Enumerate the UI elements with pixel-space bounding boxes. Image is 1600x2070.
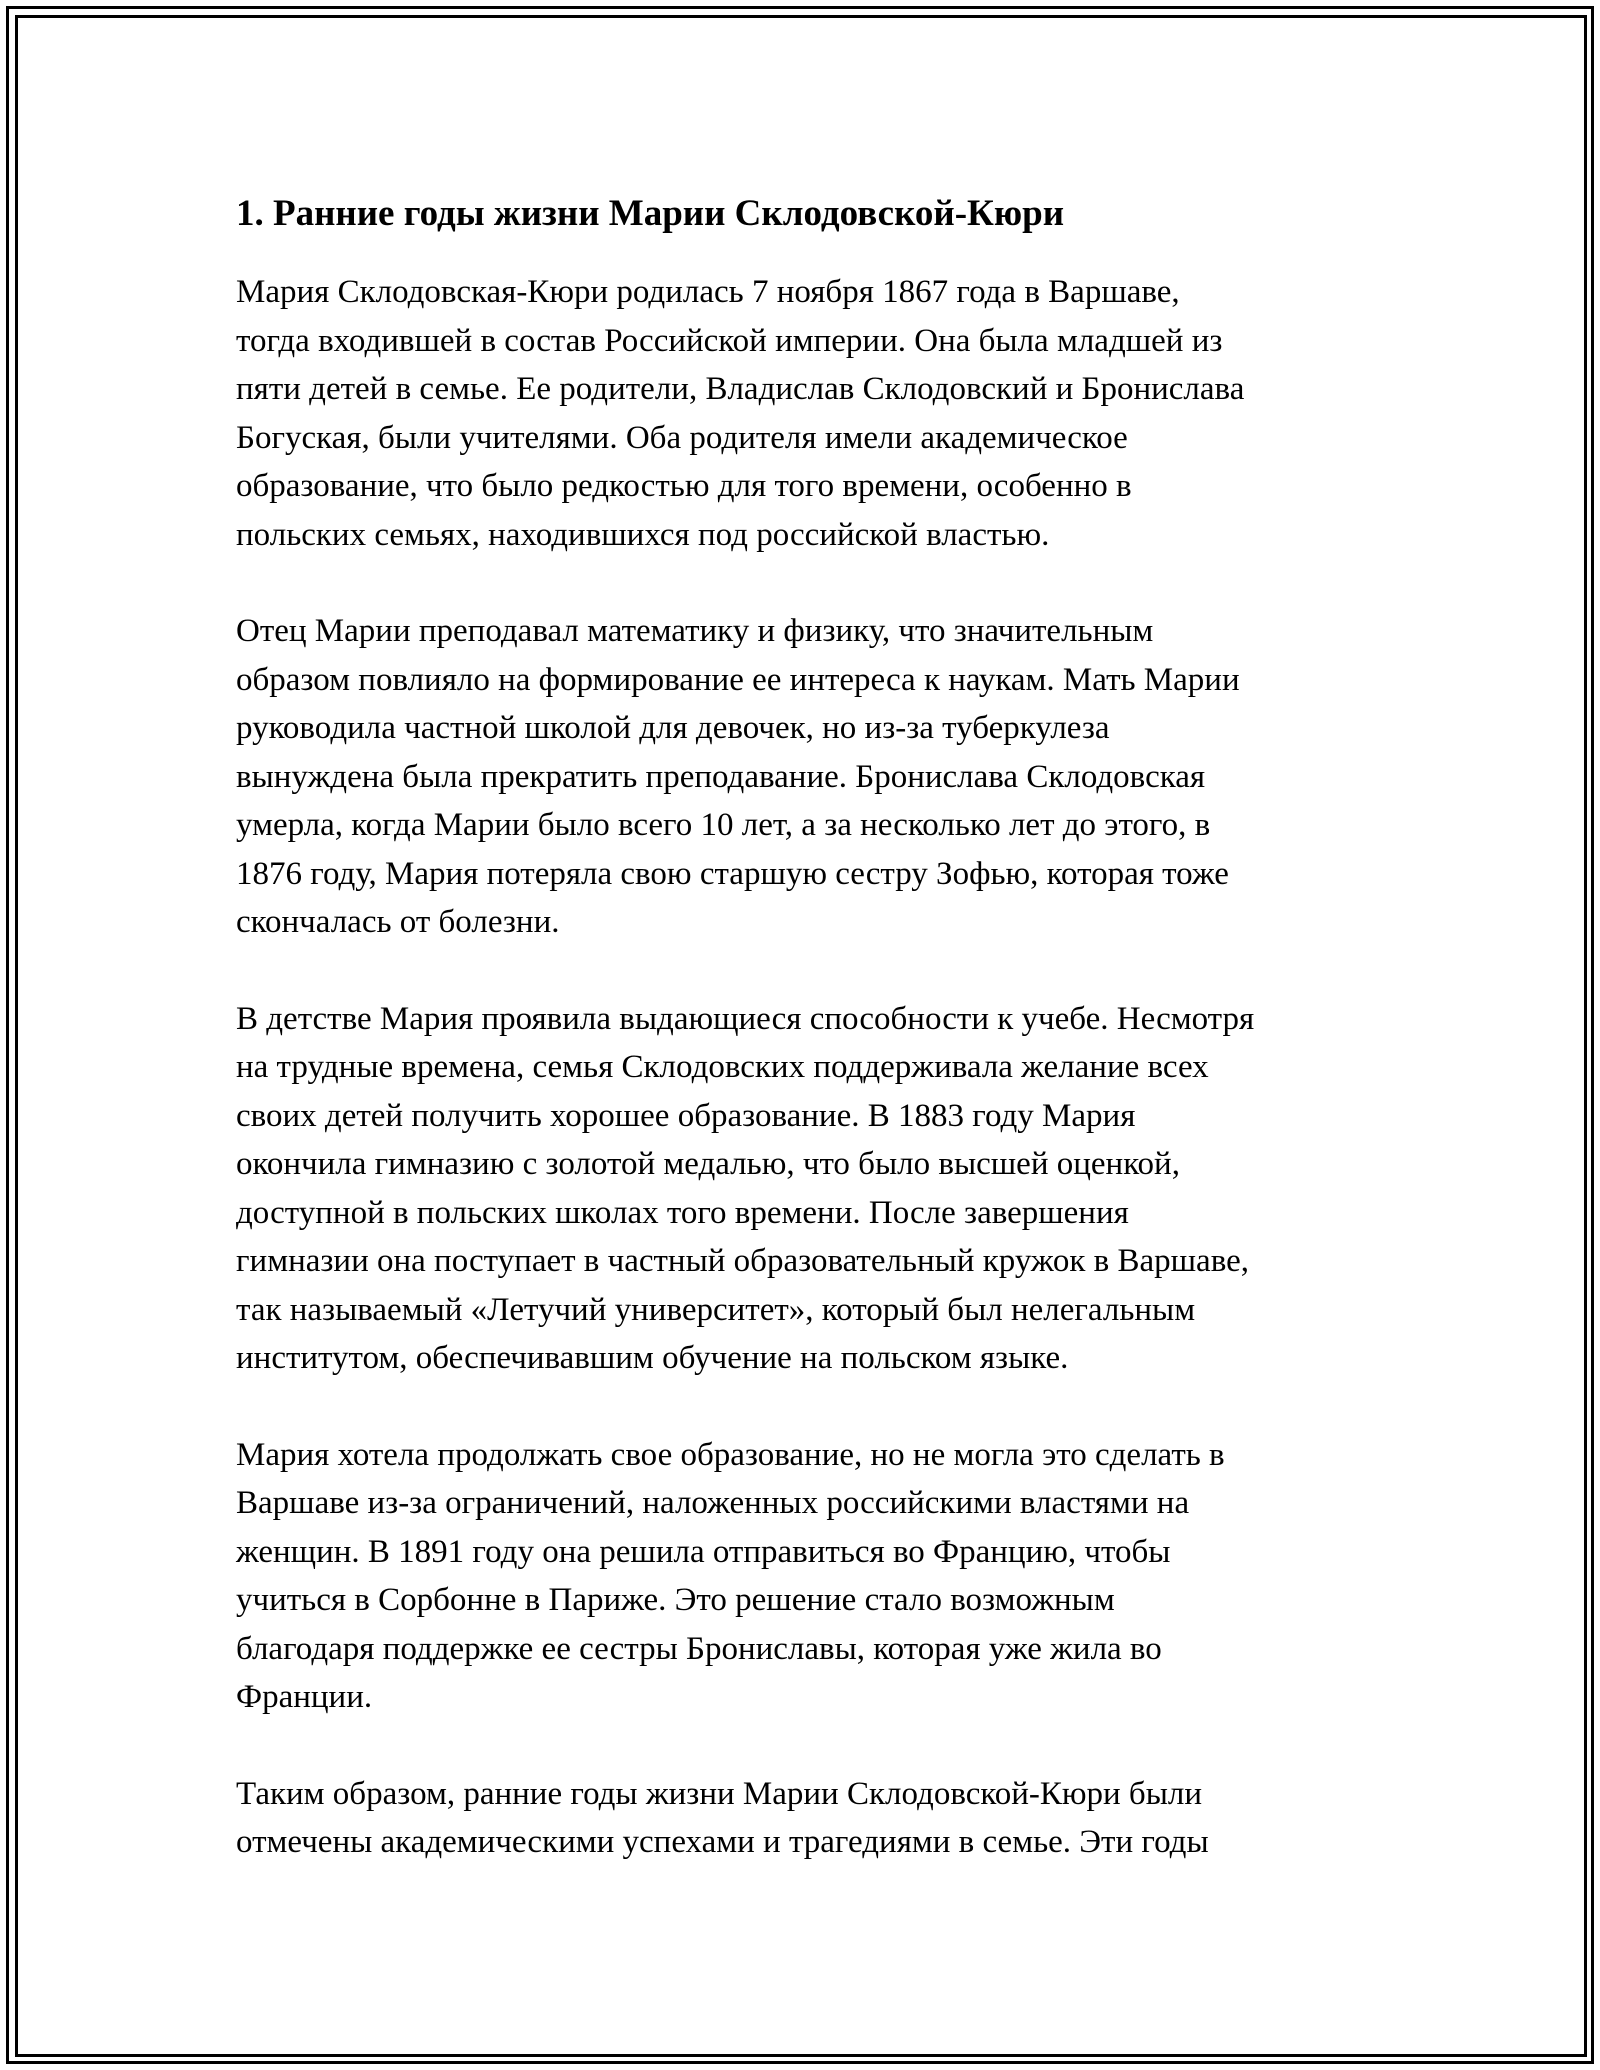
paragraph-4 <box>236 1431 1376 1722</box>
text-line: Мария хотела продолжать свое образование, но не могла это сделать в <box>236 1436 1225 1473</box>
text-line: умерла, когда Марии было всего 10 лет, а за несколько лет до этого, в <box>236 807 1211 843</box>
text-line: отмечены академическими успехами и трагедиями в семье. Эти годы <box>236 1824 1209 1860</box>
text-line: Франции. <box>236 1679 373 1715</box>
text-line: скончалась от болезни. <box>236 904 560 940</box>
text-line: Варшаве из-за ограничений, наложенных российскими властями на <box>236 1485 1190 1521</box>
text-line: пяти детей в семье. Ее родители, Владислав Склодовский и Бронислава <box>236 371 1245 407</box>
text-line: своих детей получить хорошее образование. В 1883 году Мария <box>236 1097 1136 1134</box>
text-line: окончила гимназию с золотой медалью, что было высшей оценкой, <box>236 1146 1180 1182</box>
paragraph-5 <box>236 1770 1376 1867</box>
text-line: на трудные времена, семья Склодовских поддерживала желание всех <box>236 1049 1209 1085</box>
document-body <box>236 186 1376 1915</box>
paragraph-2 <box>236 607 1376 947</box>
text-line: образование, что было редкостью для того времени, особенно в <box>236 468 1132 504</box>
paragraph-1 <box>236 268 1376 559</box>
paragraph-3 <box>236 995 1376 1383</box>
text-line: доступной в польских школах того времени. После завершения <box>236 1194 1129 1231</box>
text-line: Таким образом, ранние годы жизни Марии Склодовской-Кюри были <box>236 1775 1203 1812</box>
text-line: польских семьях, находившихся под российской властью. <box>236 516 1050 553</box>
text-line: 1876 году, Мария потеряла свою старшую сестру Зофью, которая тоже <box>236 855 1229 892</box>
text-line: женщин. В 1891 году она решила отправиться во Францию, чтобы <box>236 1533 1171 1570</box>
text-line: руководила частной школой для девочек, но из-за туберкулеза <box>236 710 1110 746</box>
text-line: В детстве Мария проявила выдающиеся способности к учебе. Несмотря <box>236 1000 1255 1037</box>
section-heading: 1. Ранние годы жизни Марии Склодовской-Кюри <box>236 193 1065 234</box>
text-line: вынуждена была прекратить преподавание. Бронислава Склодовская <box>236 758 1206 795</box>
text-line: образом повлияло на формирование ее интереса к наукам. Мать Марии <box>236 661 1240 698</box>
text-line: тогда входившей в состав Российской империи. Она была младшей из <box>236 322 1223 359</box>
text-line: благодаря поддержке ее сестры Брониславы, которая уже жила во <box>236 1630 1162 1667</box>
text-line: гимназии она поступает в частный образовательный кружок в Варшаве, <box>236 1243 1249 1279</box>
text-line: так называемый «Летучий университет», который был нелегальным <box>236 1291 1196 1328</box>
text-line: Мария Склодовская-Кюри родилась 7 ноября 1867 года в Варшаве, <box>236 274 1180 310</box>
text-line: Богуская, были учителями. Оба родителя имели академическое <box>236 419 1128 456</box>
text-line: учиться в Сорбонне в Париже. Это решение стало возможным <box>236 1582 1115 1618</box>
text-line: Отец Марии преподавал математику и физику, что значительным <box>236 613 1154 649</box>
text-line: институтом, обеспечивавшим обучение на польском языке. <box>236 1340 1069 1376</box>
